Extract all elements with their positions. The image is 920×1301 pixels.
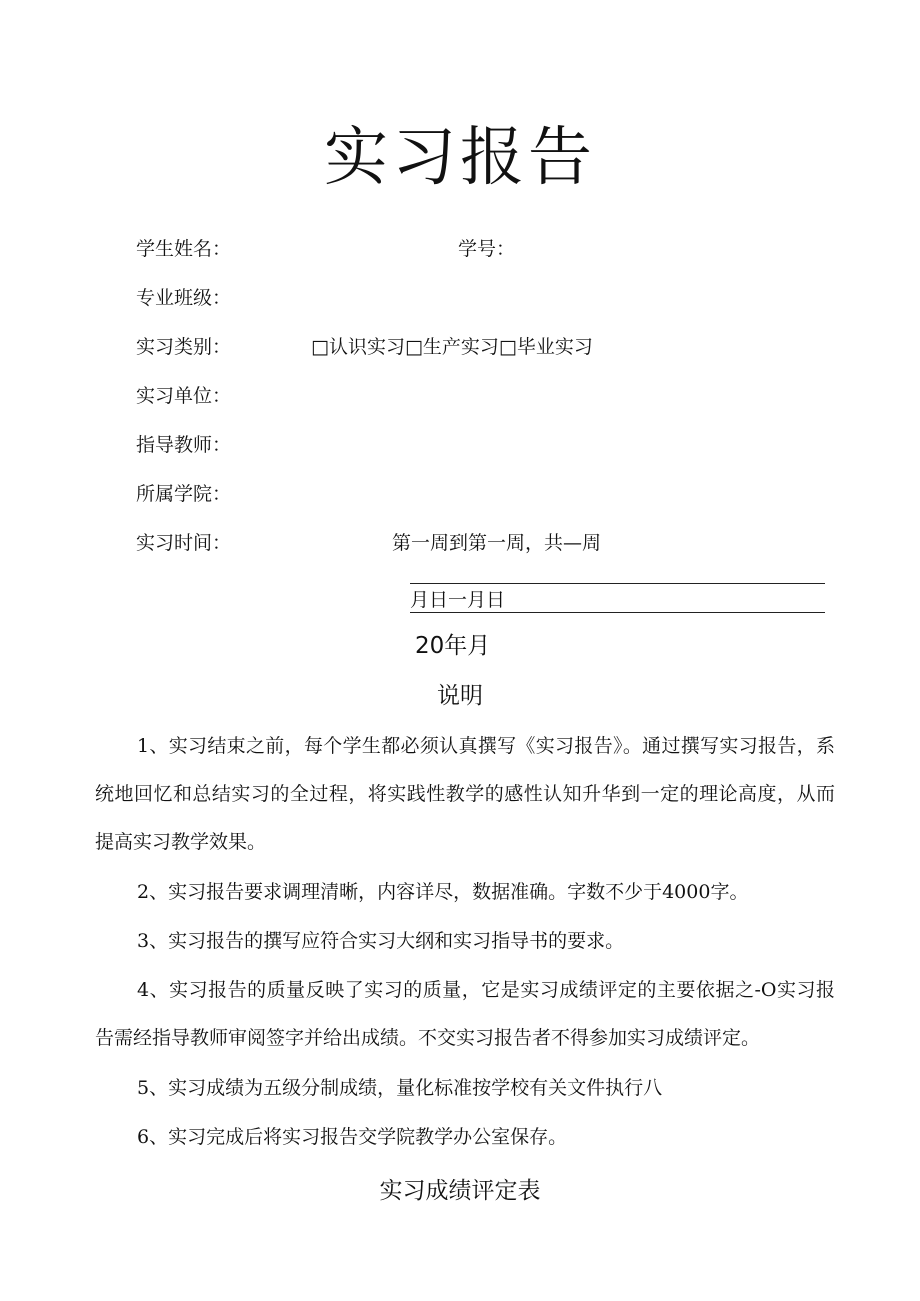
note-item: 6、实习完成后将实习报告交学院教学办公室保存。: [137, 1126, 568, 1148]
evaluation-table-heading: 实习成绩评定表: [379, 1178, 541, 1204]
note-item: 5、实习成绩为五级分制成绩，量化标准按学校有关文件执行八: [137, 1077, 663, 1099]
report-title: 实习报告: [324, 121, 596, 195]
note-item: 1、实习结束之前，每个学生都必须认真撰写《实习报告》。通过撰写实习报告，系统地回忆和总结实习的全过程，将实践性教学的感性认知升华到一定的理论高度，从而提高实习教学效果。: [95, 735, 835, 853]
internship-type-options: □认识实习□生产实习□毕业实习: [311, 336, 593, 358]
date-underline-top: [410, 583, 825, 584]
student-name-label: 学生姓名：: [136, 238, 232, 260]
college-label: 所属学院：: [136, 483, 232, 505]
internship-unit-label: 实习单位：: [136, 385, 232, 407]
year-month: 20年月: [415, 633, 491, 659]
notes-heading: 说明: [437, 683, 483, 709]
internship-time-value: 第一周到第一周，共—周: [392, 532, 602, 554]
student-id-label: 学号：: [458, 238, 516, 260]
advisor-label: 指导教师：: [136, 434, 232, 456]
major-class-label: 专业班级：: [136, 287, 232, 309]
note-item: 3、实习报告的撰写应符合实习大纲和实习指导书的要求。: [137, 930, 625, 952]
date-underline-bottom: [410, 612, 825, 613]
note-item: 4、实习报告的质量反映了实习的质量，它是实习成绩评定的主要依据之-O实习报告需经指导教师审阅签字并给出成绩。不交实习报告者不得参加实习成绩评定。: [95, 979, 835, 1049]
note-item: 2、实习报告要求调理清晰，内容详尽，数据准确。字数不少于4000字。: [137, 881, 749, 903]
date-range: 月日一月日: [410, 589, 506, 611]
internship-time-label: 实习时间：: [136, 532, 232, 554]
internship-type-label: 实习类别：: [136, 336, 232, 358]
